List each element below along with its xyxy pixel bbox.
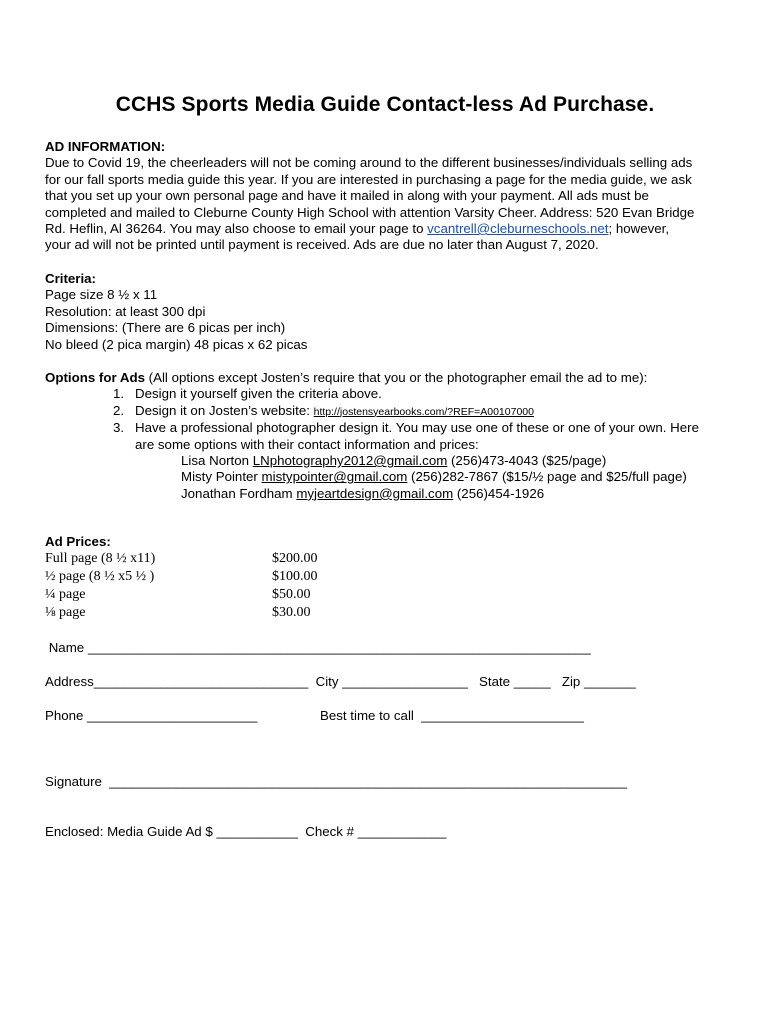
photographer-name: Misty Pointer xyxy=(181,469,262,485)
price-table xyxy=(45,550,445,622)
price-row xyxy=(45,604,445,622)
price-amount: $30.00 xyxy=(272,605,311,621)
options-heading-line xyxy=(45,370,735,386)
price-row xyxy=(45,550,445,568)
ad-information-section xyxy=(45,139,735,254)
options-heading: Options for Ads xyxy=(45,370,145,385)
list-text: Design it on Josten’s website: xyxy=(135,402,314,418)
price-amount: $50.00 xyxy=(272,587,311,603)
price-label: ⅛ page xyxy=(45,605,86,621)
list-text: Design it yourself given the criteria above. xyxy=(135,386,382,402)
criteria-item: No bleed (2 pica margin) 48 picas x 62 picas xyxy=(45,336,308,352)
ad-information-heading: AD INFORMATION: xyxy=(45,139,166,154)
list-item xyxy=(45,386,735,402)
photographer-info: (256)282-7867 ($15/½ page and $25/full page) xyxy=(407,469,687,485)
ad-info-line: for our fall sports media guide this year. If you are interested in purchasing a page for the media guide, we ask xyxy=(45,171,692,187)
price-label: ¼ page xyxy=(45,587,86,603)
list-text: are some options with their contact information and prices: xyxy=(135,436,479,452)
ad-info-text: Rd. Heflin, Al 36264. You may also choose to email your page to xyxy=(45,221,428,237)
photographer-name: Lisa Norton xyxy=(181,453,253,469)
ad-info-line: Due to Covid 19, the cheerleaders will not be coming around to the different businesses/individuals selling ads xyxy=(45,155,693,171)
address-city-state-zip-field[interactable]: Address_____________________________ City _________________ State _____ Zip _______ xyxy=(45,674,636,689)
page-title: CCHS Sports Media Guide Contact-less Ad Purchase. xyxy=(115,93,655,116)
options-heading-note: (All options except Josten’s require that you or the photographer email the ad to me): xyxy=(144,370,648,385)
list-text: Have a professional photographer design it. You may use one of these or one of your own. Here xyxy=(135,420,700,436)
best-time-field[interactable]: Best time to call ______________________ xyxy=(320,708,584,723)
photographer-contact xyxy=(45,486,735,502)
jostens-link[interactable]: http://jostensyearbooks.com/?REF=A00107000 xyxy=(313,405,534,418)
criteria-item: Dimensions: (There are 6 picas per inch) xyxy=(45,320,286,336)
enclosed-payment-field[interactable]: Enclosed: Media Guide Ad $ ___________ Check # ____________ xyxy=(45,824,447,839)
photographer-contact xyxy=(45,453,735,469)
ad-prices-section xyxy=(45,534,445,622)
name-field[interactable]: Name ____________________________________________________________________ xyxy=(45,640,591,655)
ad-info-line: your ad will not be printed until payment is received. Ads are due no later than August 7, 2020. xyxy=(45,237,599,253)
ad-info-line: that you set up your own personal page and have it mailed in along with your payment. All ads must be xyxy=(45,188,649,204)
criteria-item: Page size 8 ½ x 11 xyxy=(45,287,158,303)
price-row xyxy=(45,586,445,604)
list-number: 1. xyxy=(113,386,125,402)
photographer-email-link[interactable]: myjeartdesign@gmail.com xyxy=(296,485,454,501)
price-amount: $100.00 xyxy=(272,569,318,585)
ad-info-line: completed and mailed to Cleburne County High School with attention Varsity Cheer. Address: 520 Evan Bridge xyxy=(45,204,695,220)
price-amount: $200.00 xyxy=(272,551,318,567)
email-link[interactable]: vcantrell@cleburneschools.net xyxy=(427,221,609,237)
price-label: ½ page (8 ½ x5 ½ ) xyxy=(45,569,155,585)
ad-prices-heading: Ad Prices: xyxy=(45,534,111,549)
photographer-email-link[interactable]: LNphotography2012@gmail.com xyxy=(252,453,448,469)
options-section xyxy=(45,370,735,502)
phone-field[interactable]: Phone _______________________ xyxy=(45,708,258,723)
signature-field[interactable]: Signature ______________________________________________________________________ xyxy=(45,774,627,789)
criteria-section xyxy=(45,271,735,353)
list-item xyxy=(45,403,735,420)
photographer-info: (256)454-1926 xyxy=(453,485,545,501)
ad-info-text: ; however, xyxy=(608,221,670,237)
criteria-item: Resolution: at least 300 dpi xyxy=(45,303,206,319)
photographer-email-link[interactable]: mistypointer@gmail.com xyxy=(261,469,408,485)
options-list xyxy=(45,386,735,453)
criteria-heading: Criteria: xyxy=(45,271,96,286)
list-item xyxy=(45,420,735,453)
photographer-name: Jonathan Fordham xyxy=(181,485,297,501)
price-row xyxy=(45,568,445,586)
photographer-info: (256)473-4043 ($25/page) xyxy=(447,453,607,469)
photographer-contact xyxy=(45,469,735,485)
ad-info-line xyxy=(45,221,735,237)
list-number: 2. xyxy=(113,402,125,418)
list-number: 3. xyxy=(113,420,125,436)
price-label: Full page (8 ½ x11) xyxy=(45,551,156,567)
